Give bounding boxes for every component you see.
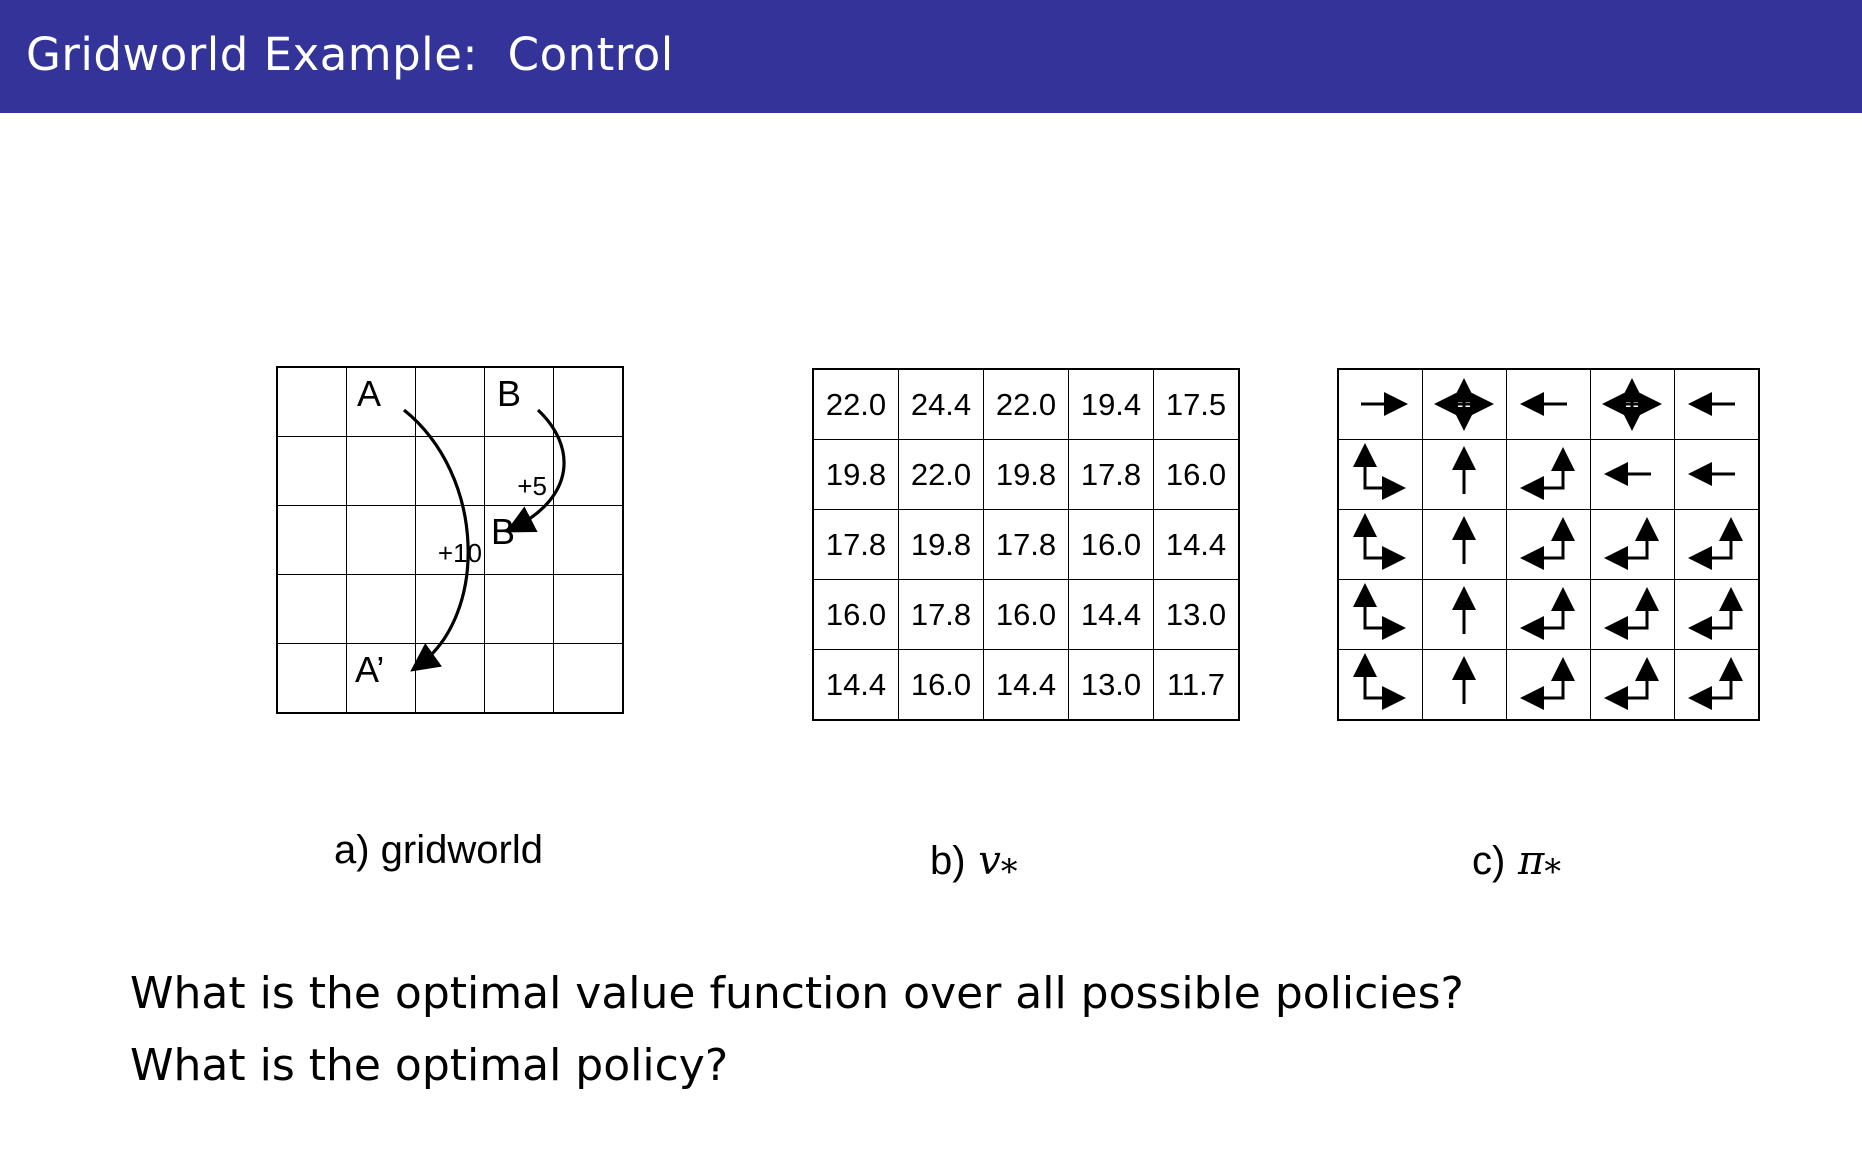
arrow-left-icon xyxy=(1507,370,1590,439)
policy-cell-up-right xyxy=(1338,440,1423,510)
arrow-up-left-icon xyxy=(1591,580,1674,649)
policy-cell-left xyxy=(1675,440,1760,510)
arrow-up-right-icon xyxy=(1339,510,1422,579)
policy-cell-up xyxy=(1423,440,1507,510)
value-cell: 13.0 xyxy=(1069,650,1154,721)
grid-cell xyxy=(554,644,624,714)
table-row xyxy=(1338,580,1759,650)
arrow-left-icon xyxy=(1675,370,1758,439)
policy-cell-up xyxy=(1423,580,1507,650)
policy-cell-up-right xyxy=(1338,510,1423,580)
grid-cell xyxy=(277,644,347,714)
arrow-up-right-icon xyxy=(1339,580,1422,649)
arrow-up-left-icon xyxy=(1675,580,1758,649)
arrow-up-left-icon xyxy=(1591,510,1674,579)
grid-cell xyxy=(416,575,485,644)
reward-label-plus10: +10 xyxy=(437,538,482,568)
grid-cell-reward-b xyxy=(485,437,554,506)
value-cell: 17.8 xyxy=(899,580,984,650)
reward-label-plus5: +5 xyxy=(517,471,547,501)
optimal-policy-table xyxy=(1337,368,1760,721)
arrow-left-icon xyxy=(1675,440,1758,509)
value-cell: 14.4 xyxy=(984,650,1069,721)
slide-title-bar xyxy=(0,0,1862,113)
table-row xyxy=(1338,510,1759,580)
value-cell: 19.8 xyxy=(813,440,899,510)
value-cell: 14.4 xyxy=(1154,510,1240,580)
caption-c-symbol: π xyxy=(1518,838,1545,884)
arrow-up-left-icon xyxy=(1507,510,1590,579)
grid-cell-reward-a xyxy=(416,506,485,575)
state-label-b-prime: B’ xyxy=(491,511,524,552)
policy-cell-up-left xyxy=(1675,650,1760,721)
value-cell: 16.0 xyxy=(899,650,984,721)
policy-cell-up-left xyxy=(1591,580,1675,650)
grid-cell xyxy=(347,506,416,575)
question-line-2: What is the optimal policy? xyxy=(130,1040,729,1091)
value-cell: 16.0 xyxy=(1154,440,1240,510)
policy-cell-up-left xyxy=(1675,510,1760,580)
caption-c-label: c) xyxy=(1472,839,1506,883)
value-cell: 17.8 xyxy=(1069,440,1154,510)
grid-cell-a xyxy=(347,367,416,437)
caption-gridworld: a) gridworld xyxy=(334,828,543,872)
table-row xyxy=(277,644,623,714)
value-cell: 19.4 xyxy=(1069,369,1154,440)
arrow-up-left-icon xyxy=(1675,510,1758,579)
value-cell: 16.0 xyxy=(1069,510,1154,580)
policy-cell-up-left xyxy=(1591,510,1675,580)
arrow-up-left-icon xyxy=(1507,580,1590,649)
grid-cell xyxy=(554,506,624,575)
policy-cell-left xyxy=(1675,369,1760,440)
state-label-a-prime: A’ xyxy=(355,649,385,690)
grid-cell-a-prime xyxy=(347,644,416,714)
value-cell: 16.0 xyxy=(984,580,1069,650)
value-cell: 22.0 xyxy=(813,369,899,440)
value-cell: 17.5 xyxy=(1154,369,1240,440)
grid-cell xyxy=(485,575,554,644)
arrow-up-right-icon xyxy=(1339,650,1422,719)
grid-cell xyxy=(416,437,485,506)
value-cell: 16.0 xyxy=(813,580,899,650)
value-cell: 17.8 xyxy=(984,510,1069,580)
value-cell: 13.0 xyxy=(1154,580,1240,650)
optimal-value-table xyxy=(812,368,1240,721)
caption-optimal-policy xyxy=(1472,838,1561,891)
value-cell: 24.4 xyxy=(899,369,984,440)
policy-cell-up-left xyxy=(1507,650,1591,721)
table-row xyxy=(813,510,1239,580)
table-row xyxy=(1338,440,1759,510)
table-row xyxy=(277,367,623,437)
grid-cell xyxy=(416,367,485,437)
value-cell: 17.8 xyxy=(813,510,899,580)
value-cell: 19.8 xyxy=(984,440,1069,510)
caption-c-sub: * xyxy=(1544,852,1562,891)
gridworld-diagram xyxy=(276,366,624,714)
policy-cell-up-left xyxy=(1507,510,1591,580)
grid-cell xyxy=(416,644,485,714)
grid-cell xyxy=(277,437,347,506)
grid-cell xyxy=(277,575,347,644)
policy-cell-all xyxy=(1591,369,1675,440)
grid-cell xyxy=(347,575,416,644)
caption-b-sub: * xyxy=(1000,852,1018,891)
policy-cell-all xyxy=(1423,369,1507,440)
arrow-up-left-icon xyxy=(1591,650,1674,719)
arrow-up-left-icon xyxy=(1507,440,1590,509)
arrow-up-icon xyxy=(1423,650,1506,719)
policy-cell-up-left xyxy=(1507,440,1591,510)
policy-cell-up-left xyxy=(1675,580,1760,650)
arrow-right-icon xyxy=(1339,370,1422,439)
value-grid xyxy=(812,368,1240,721)
grid-cell xyxy=(485,644,554,714)
table-row xyxy=(1338,650,1759,721)
arrow-up-left-icon xyxy=(1675,650,1758,719)
policy-cell-up-left xyxy=(1591,650,1675,721)
caption-b-label: b) xyxy=(930,839,966,883)
value-cell: 11.7 xyxy=(1154,650,1240,721)
arrow-left-icon xyxy=(1591,440,1674,509)
policy-cell-left xyxy=(1507,369,1591,440)
table-row xyxy=(277,437,623,506)
table-row xyxy=(813,650,1239,721)
value-cell: 14.4 xyxy=(1069,580,1154,650)
page-title: Gridworld Example: Control xyxy=(26,28,674,81)
policy-cell-right xyxy=(1338,369,1423,440)
state-label-b: B xyxy=(497,373,522,414)
arrow-up-right-icon xyxy=(1339,440,1422,509)
arrow-up-icon xyxy=(1423,440,1506,509)
table-row xyxy=(813,440,1239,510)
table-row xyxy=(277,506,623,575)
arrow-up-icon xyxy=(1423,580,1506,649)
arrow-all-directions-icon xyxy=(1591,370,1674,439)
value-cell: 22.0 xyxy=(899,440,984,510)
caption-optimal-value xyxy=(930,838,1018,891)
policy-cell-up xyxy=(1423,650,1507,721)
gridworld-grid xyxy=(276,366,624,714)
policy-grid xyxy=(1337,368,1760,721)
policy-cell-up xyxy=(1423,510,1507,580)
policy-cell-left xyxy=(1591,440,1675,510)
table-row xyxy=(277,575,623,644)
value-cell: 19.8 xyxy=(899,510,984,580)
policy-cell-up-right xyxy=(1338,580,1423,650)
state-label-a: A xyxy=(357,373,382,414)
table-row xyxy=(813,369,1239,440)
arrow-up-icon xyxy=(1423,510,1506,579)
grid-cell xyxy=(347,437,416,506)
table-row xyxy=(1338,369,1759,440)
grid-cell-b xyxy=(485,367,554,437)
policy-cell-up-right xyxy=(1338,650,1423,721)
grid-cell xyxy=(554,437,624,506)
grid-cell xyxy=(277,367,347,437)
policy-cell-up-left xyxy=(1507,580,1591,650)
grid-cell-b-prime xyxy=(485,506,554,575)
arrow-all-directions-icon xyxy=(1423,370,1506,439)
arrow-up-left-icon xyxy=(1507,650,1590,719)
grid-cell xyxy=(554,367,624,437)
grid-cell xyxy=(554,575,624,644)
value-cell: 22.0 xyxy=(984,369,1069,440)
grid-cell xyxy=(277,506,347,575)
caption-b-symbol: v xyxy=(978,838,1001,884)
table-row xyxy=(813,580,1239,650)
question-line-1: What is the optimal value function over all possible policies? xyxy=(130,968,1464,1019)
value-cell: 14.4 xyxy=(813,650,899,721)
